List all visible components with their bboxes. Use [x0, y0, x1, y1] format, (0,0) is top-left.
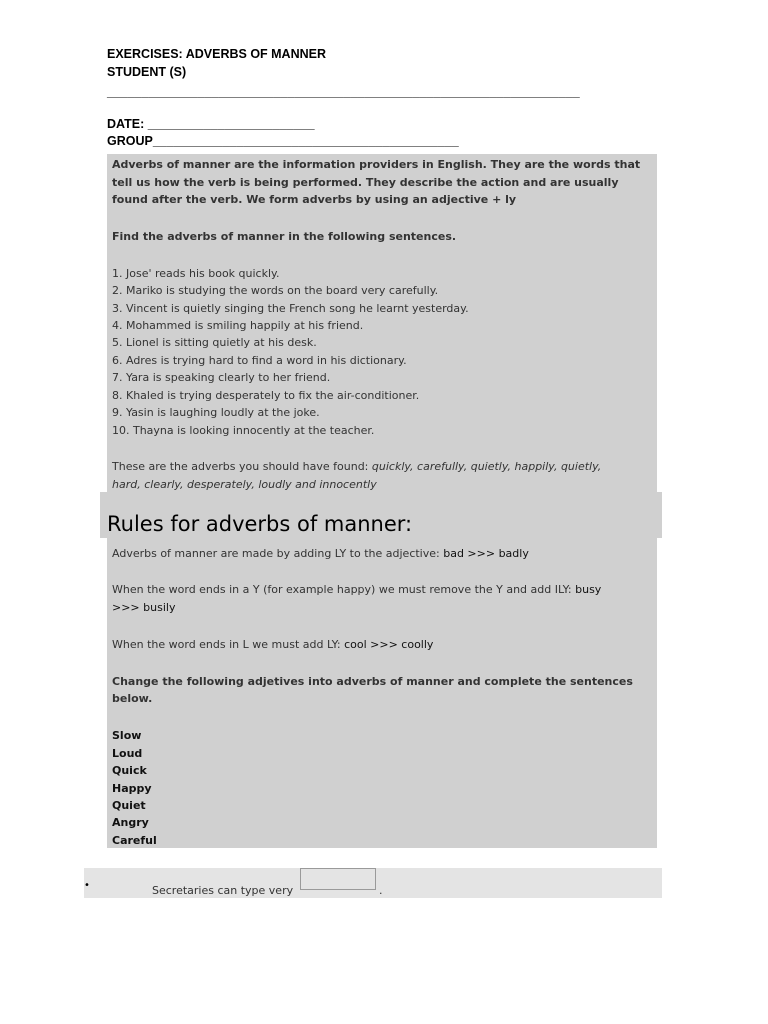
answer-input[interactable] [300, 868, 376, 890]
sentence-item: 2. Mariko is studying the words on the board very carefully. [112, 284, 439, 297]
sentence-item: 9. Yasin is laughing loudly at the joke. [112, 406, 320, 419]
adjective-item: Careful [112, 834, 157, 847]
answers-list-part-1: quickly, carefully, quietly, happily, quietly, [371, 460, 602, 473]
rule-1-example: bad >>> badly [443, 547, 529, 560]
intro-line-1: Adverbs of manner are the information providers in English. They are the words that [112, 158, 641, 171]
sentence-item: 6. Adres is trying hard to find a word in his dictionary. [112, 354, 407, 367]
change-instruction-line-1: Change the following adjetives into adverbs of manner and complete the sentences [112, 675, 633, 688]
adjective-item: Loud [112, 747, 143, 760]
find-instruction: Find the adverbs of manner in the following sentences. [112, 230, 457, 243]
rule-3-example: cool >>> coolly [344, 638, 434, 651]
sentence-item: 1. Jose' reads his book quickly. [112, 267, 280, 280]
adjective-item: Quiet [112, 799, 146, 812]
sentence-item: 3. Vincent is quietly singing the French song he learnt yesterday. [112, 302, 469, 315]
rules-heading: Rules for adverbs of manner: [107, 512, 413, 536]
rule-2 [112, 581, 601, 599]
adjective-item: Slow [112, 729, 142, 742]
answers-list-part-2: hard, clearly, desperately, loudly and innocently [112, 478, 377, 491]
adjective-item: Happy [112, 782, 152, 795]
rule-1-text: Adverbs of manner are made by adding LY to the adjective: [112, 547, 444, 560]
sentence-item: 8. Khaled is trying desperately to fix the air-conditioner. [112, 389, 420, 402]
intro-line-2: tell us how the verb is being performed. They describe the action and are usually [112, 176, 619, 189]
page-title: EXERCISES: ADVERBS OF MANNER [107, 47, 327, 61]
bullet-icon: • [84, 880, 90, 891]
sentence-item: 10. Thayna is looking innocently at the teacher. [112, 424, 375, 437]
sentence-item: 5. Lionel is sitting quietly at his desk. [112, 336, 317, 349]
date-label: DATE: ________________________ [107, 117, 315, 131]
intro-line-3: found after the verb. We form adverbs by using an adjective + ly [112, 193, 517, 206]
student-label: STUDENT (S) [107, 65, 187, 79]
change-instruction-line-2: below. [112, 692, 153, 705]
answers-line-1 [112, 458, 601, 476]
rule-3-text: When the word ends in L we must add LY: [112, 638, 345, 651]
rule-3 [112, 636, 433, 654]
rule-2-example-a: busy [575, 583, 602, 596]
student-name-line: ____________________________________________________________________ [107, 85, 580, 99]
group-label: GROUP____________________________________________ [107, 134, 459, 148]
sentence-item: 7. Yara is speaking clearly to her friend. [112, 371, 331, 384]
exercise-sentence: Secretaries can type very [152, 884, 294, 897]
adjective-item: Quick [112, 764, 147, 777]
rule-1 [112, 545, 529, 563]
rule-2-text: When the word ends in a Y (for example happy) we must remove the Y and add ILY: [112, 583, 576, 596]
sentence-end: . [379, 884, 383, 897]
answers-prefix: These are the adverbs you should have found: [112, 460, 372, 473]
rule-2-example-b: >>> busily [112, 601, 176, 614]
sentence-item: 4. Mohammed is smiling happily at his friend. [112, 319, 364, 332]
adjective-item: Angry [112, 816, 149, 829]
